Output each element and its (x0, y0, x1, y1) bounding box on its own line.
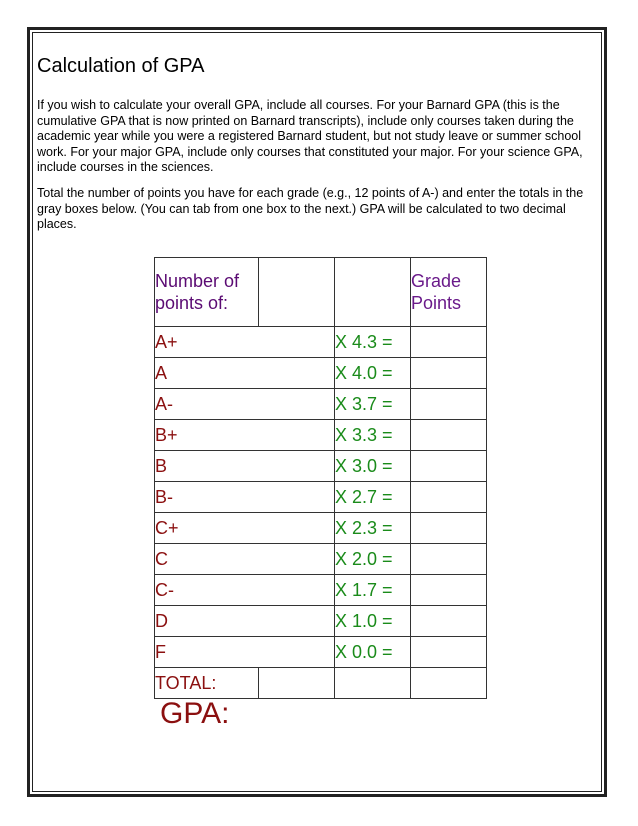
grade-label: C+ (155, 513, 335, 544)
gpa-table (154, 257, 487, 699)
grade-points-cell[interactable] (411, 544, 487, 575)
total-row (155, 668, 487, 699)
multiplier-label: X 1.7 = (335, 575, 411, 606)
table-row (155, 358, 487, 389)
grade-label: D (155, 606, 335, 637)
total-points-cell[interactable] (259, 668, 335, 699)
multiplier-label: X 2.7 = (335, 482, 411, 513)
grade-label: B (155, 451, 335, 482)
multiplier-label: X 3.0 = (335, 451, 411, 482)
grade-label: A+ (155, 327, 335, 358)
total-label: TOTAL: (155, 668, 259, 699)
table-header-row (155, 258, 487, 327)
multiplier-label: X 3.7 = (335, 389, 411, 420)
multiplier-label: X 3.3 = (335, 420, 411, 451)
number-of-points-header: Number of points of: (155, 258, 259, 327)
table-row (155, 513, 487, 544)
multiplier-label: X 2.3 = (335, 513, 411, 544)
table-row (155, 575, 487, 606)
grade-points-cell[interactable] (411, 327, 487, 358)
table-row (155, 451, 487, 482)
grade-label: A- (155, 389, 335, 420)
grade-points-cell[interactable] (411, 575, 487, 606)
multiplier-label: X 4.3 = (335, 327, 411, 358)
total-empty-cell (335, 668, 411, 699)
total-grade-points-cell[interactable] (411, 668, 487, 699)
grade-points-cell[interactable] (411, 358, 487, 389)
table-row (155, 544, 487, 575)
multiplier-label: X 4.0 = (335, 358, 411, 389)
multiplier-label: X 1.0 = (335, 606, 411, 637)
grade-points-cell[interactable] (411, 420, 487, 451)
instructions-paragraph-2: Total the number of points you have for each grade (e.g., 12 points of A-) and enter the totals in the gray boxes below. (You can tab from one box to the next.) GPA will be calculated to two decimal places. (37, 186, 584, 231)
table-row (155, 327, 487, 358)
grade-points-cell[interactable] (411, 389, 487, 420)
table-row (155, 606, 487, 637)
page-title: Calculation of GPA (37, 55, 205, 77)
multiplier-label: X 0.0 = (335, 637, 411, 668)
table-row (155, 482, 487, 513)
grade-points-cell[interactable] (411, 606, 487, 637)
grade-label: C (155, 544, 335, 575)
table-row (155, 420, 487, 451)
grade-label: B- (155, 482, 335, 513)
multiplier-label: X 2.0 = (335, 544, 411, 575)
gpa-label: GPA: (160, 697, 230, 730)
instructions-paragraph-1: If you wish to calculate your overall GPA, include all courses. For your Barnard GPA (this is the cumulative GPA that is now printed on Barnard transcripts), include only courses taken during the academic year while you were a registered Barnard student, but not study leave or summer school work. For your major GPA, include only courses that constituted your major. For your science GPA, include courses in the sciences. (37, 98, 583, 174)
table-row (155, 637, 487, 668)
grade-points-cell[interactable] (411, 637, 487, 668)
table-row (155, 389, 487, 420)
grade-points-header: Grade Points (411, 258, 487, 327)
grade-points-cell[interactable] (411, 451, 487, 482)
grade-label: A (155, 358, 335, 389)
grade-label: F (155, 637, 335, 668)
grade-label: B+ (155, 420, 335, 451)
header-empty-cell (259, 258, 335, 327)
grade-label: C- (155, 575, 335, 606)
header-empty-cell (335, 258, 411, 327)
grade-points-cell[interactable] (411, 513, 487, 544)
grade-points-cell[interactable] (411, 482, 487, 513)
